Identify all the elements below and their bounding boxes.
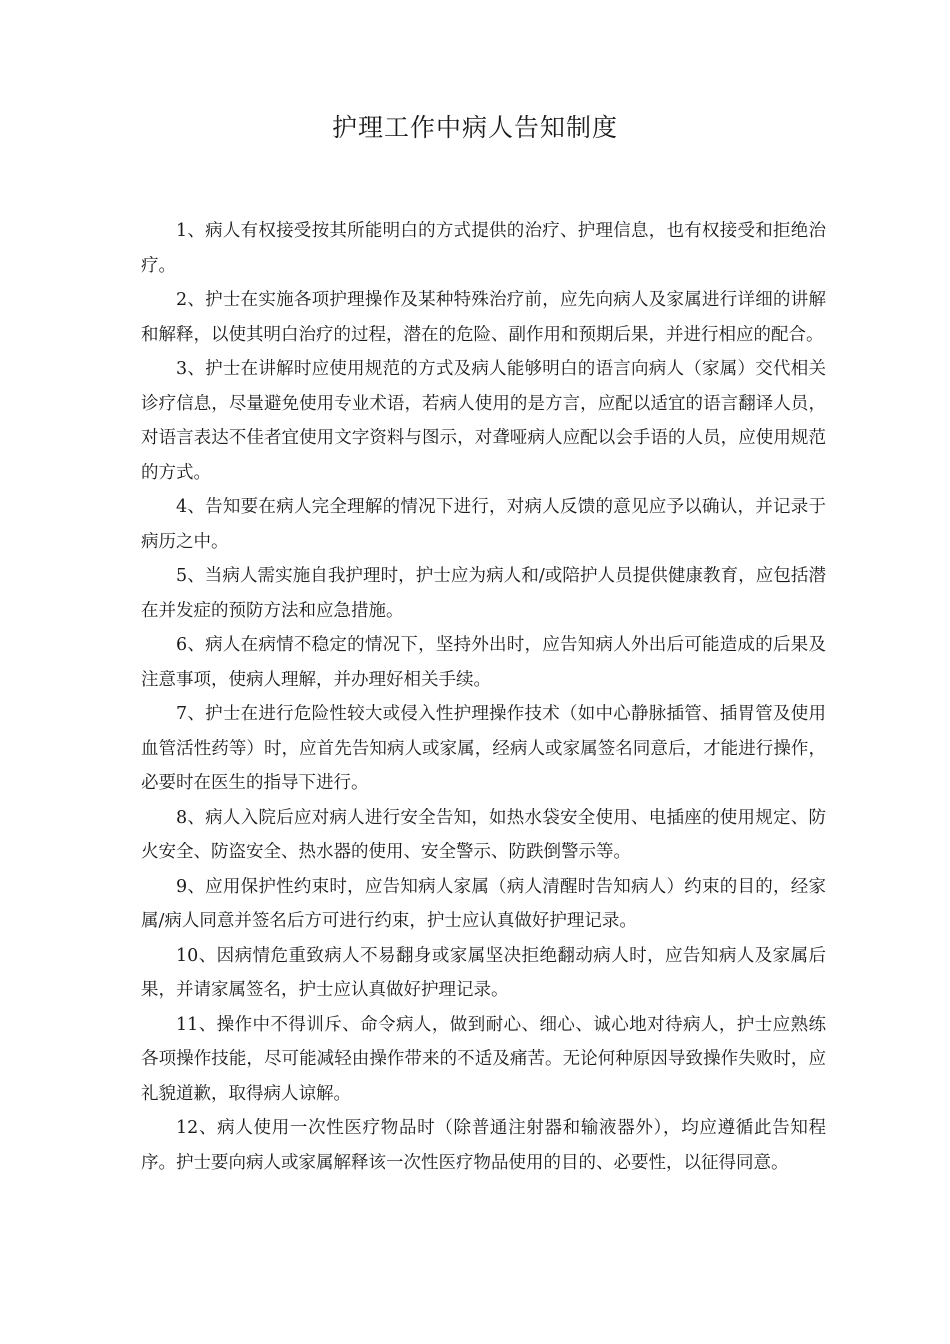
paragraph-8: 8、病人入院后应对病人进行安全告知，如热水袋安全使用、电插座的使用规定、防火安全、防盗安全、热水器的使用、安全警示、防跌倒警示等。 [141,807,826,862]
paragraph-7: 7、护士在进行危险性较大或侵入性护理操作技术（如中心静脉插管、插胃管及使用血管活性药等）时，应首先告知病人或家属，经病人或家属签名同意后，才能进行操作，必要时在医生的指导下进行。 [141,704,826,793]
paragraph-11: 11、操作中不得训斥、命令病人，做到耐心、细心、诚心地对待病人，护士应熟练各项操作技能，尽可能减轻由操作带来的不适及痛苦。无论何种原因导致操作失败时，应礼貌道歉，取得病人谅解。 [141,1014,826,1104]
paragraph-1: 1、病人有权接受按其所能明白的方式提供的治疗、护理信息，也有权接受和拒绝治疗。 [141,221,826,276]
document-body [141,214,826,1180]
page-title: 护理工作中病人告知制度 [331,113,618,142]
paragraph-10: 10、因病情危重致病人不易翻身或家属坚决拒绝翻动病人时，应告知病人及家属后果，并请家属签名，护士应认真做好护理记录。 [141,945,826,1000]
paragraph-9: 9、应用保护性约束时，应告知病人家属（病人清醒时告知病人）约束的目的，经家属/病人同意并签名后方可进行约束，护士应认真做好护理记录。 [141,876,826,931]
paragraph-4: 4、告知要在病人完全理解的情况下进行，对病人反馈的意见应予以确认，并记录于病历之中。 [141,497,826,552]
paragraph-2: 2、护士在实施各项护理操作及某种特殊治疗前，应先向病人及家属进行详细的讲解和解释，以使其明白治疗的过程，潜在的危险、副作用和预期后果，并进行相应的配合。 [141,290,826,345]
paragraph-12: 12、病人使用一次性医疗物品时（除普通注射器和输液器外），均应遵循此告知程序。护士要向病人或家属解释该一次性医疗物品使用的目的、必要性，以征得同意。 [141,1118,826,1173]
paragraph-6: 6、病人在病情不稳定的情况下，坚持外出时，应告知病人外出后可能造成的后果及注意事项，使病人理解，并办理好相关手续。 [141,635,826,690]
paragraph-3: 3、护士在讲解时应使用规范的方式及病人能够明白的语言向病人（家属）交代相关诊疗信息，尽量避免使用专业术语，若病人使用的是方言，应配以适宜的语言翻译人员，对语言表达不佳者宜使用文字资料与图示，对聋哑病人应配以会手语的人员，应使用规范的方式。 [141,359,826,483]
paragraph-5: 5、当病人需实施自我护理时，护士应为病人和/或陪护人员提供健康教育，应包括潜在并发症的预防方法和应急措施。 [141,566,826,621]
